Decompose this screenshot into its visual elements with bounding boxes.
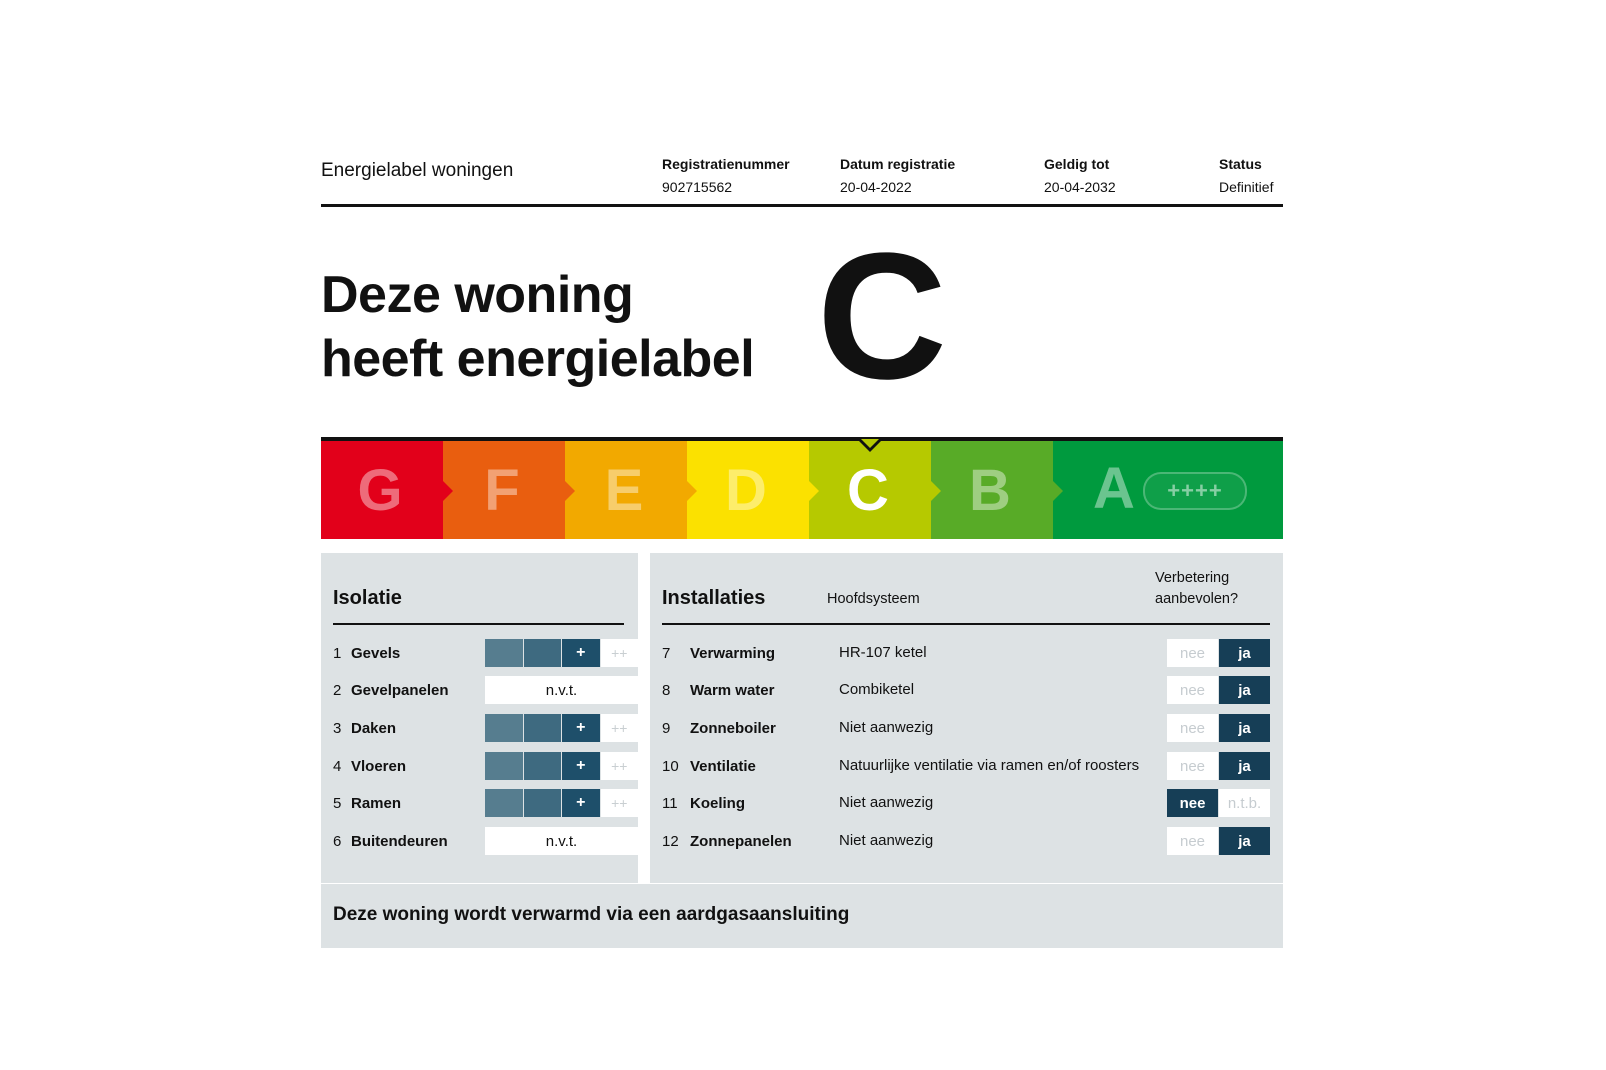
installatie-row	[662, 752, 1270, 780]
document-title: Energielabel woningen	[321, 160, 514, 181]
installatie-row	[662, 639, 1270, 667]
insulation-rating	[485, 714, 638, 742]
row-name: Gevels	[351, 644, 401, 662]
insulation-rating	[485, 639, 638, 667]
verbetering-header	[1155, 568, 1238, 610]
insulation-rating: n.v.t.	[485, 827, 638, 855]
status	[1219, 153, 1273, 199]
active-label-pointer-fill	[861, 439, 879, 448]
improvement-toggle	[1167, 676, 1270, 704]
rating-cell-2	[524, 639, 562, 667]
improvement-option-nee: nee	[1167, 752, 1218, 780]
installatie-row	[662, 827, 1270, 855]
row-name: Zonneboiler	[690, 719, 776, 737]
row-number: 4	[333, 757, 342, 775]
scale-letter-d: D	[725, 457, 767, 523]
scale-segment-b	[931, 441, 1053, 539]
headline-line-2: heeft energielabel	[321, 330, 755, 388]
scale-letter-e: E	[604, 457, 644, 523]
row-name: Koeling	[690, 794, 745, 812]
row-number: 5	[333, 794, 342, 812]
a-plus-pill: ++++	[1143, 472, 1247, 510]
registration-number-label: Registratienummer	[662, 156, 790, 172]
scale-arrow-d	[809, 481, 819, 501]
installaties-title: Installaties	[662, 587, 766, 609]
improvement-option-nee: nee	[1167, 789, 1218, 817]
scale-letter-g: G	[357, 457, 403, 523]
improvement-option-nee: nee	[1167, 827, 1218, 855]
improvement-option-nee: nee	[1167, 714, 1218, 742]
heating-note-bar	[321, 884, 1283, 948]
rating-cell-3: +	[562, 789, 600, 817]
row-system: Niet aanwezig	[839, 832, 934, 849]
rating-cell-1	[485, 714, 523, 742]
scale-arrow-c	[931, 481, 941, 501]
scale-letter-f: F	[484, 457, 520, 523]
installaties-divider	[662, 623, 1270, 625]
row-name: Vloeren	[351, 757, 407, 775]
row-system: Niet aanwezig	[839, 719, 934, 736]
row-number: 3	[333, 719, 342, 737]
scale-segment-d	[687, 441, 809, 539]
scale-letter-a: A	[1093, 456, 1135, 521]
insulation-rating: n.v.t.	[485, 676, 638, 704]
row-number: 12	[662, 832, 679, 850]
rating-cell-1	[485, 639, 523, 667]
improvement-option-other: ja	[1219, 676, 1270, 704]
insulation-rating	[485, 752, 638, 780]
row-number: 7	[662, 644, 671, 662]
rating-cell-2	[524, 789, 562, 817]
detail-panels	[321, 553, 1283, 883]
improvement-toggle	[1167, 714, 1270, 742]
scale-arrow-g	[443, 481, 453, 501]
row-name: Verwarming	[690, 644, 776, 662]
row-number: 2	[333, 681, 342, 699]
improvement-toggle	[1167, 752, 1270, 780]
registration-date	[840, 153, 955, 199]
hoofdsysteem-header: Hoofdsysteem	[827, 591, 920, 607]
rating-cell-4: ++	[601, 714, 639, 742]
row-name: Ramen	[351, 794, 402, 812]
rating-cell-2	[524, 714, 562, 742]
isolatie-row	[333, 827, 578, 855]
scale-segment-g	[321, 441, 443, 539]
improvement-option-other: ja	[1219, 639, 1270, 667]
row-name: Zonnepanelen	[690, 832, 792, 850]
row-system: Natuurlijke ventilatie via ramen en/of roosters	[839, 757, 1140, 774]
scale-letter-c: C	[847, 457, 889, 523]
improvement-option-other: ja	[1219, 714, 1270, 742]
headline-text	[321, 263, 754, 391]
row-number: 9	[662, 719, 671, 737]
status-label: Status	[1219, 156, 1262, 172]
document-header	[321, 150, 1283, 207]
improvement-toggle	[1167, 789, 1270, 817]
scale-segment-c	[809, 441, 931, 539]
isolatie-row	[333, 789, 628, 817]
row-name: Ventilatie	[690, 757, 756, 775]
scale-segment-e	[565, 441, 687, 539]
improvement-option-other: n.t.b.	[1219, 789, 1270, 817]
improvement-option-other: ja	[1219, 752, 1270, 780]
headline	[321, 207, 1283, 437]
valid-until-label: Geldig tot	[1044, 156, 1110, 172]
isolatie-row	[333, 639, 628, 667]
rating-cell-1	[485, 789, 523, 817]
valid-until	[1044, 153, 1116, 199]
row-name: Gevelpanelen	[351, 681, 449, 699]
registration-date-value: 20-04-2022	[840, 179, 912, 195]
energy-label-letter: C	[817, 216, 947, 417]
isolatie-row	[333, 676, 578, 704]
row-name: Warm water	[690, 681, 775, 699]
row-number: 11	[662, 794, 678, 812]
rating-cell-4: ++	[601, 752, 639, 780]
row-system: Niet aanwezig	[839, 794, 934, 811]
isolatie-divider	[333, 623, 624, 625]
energy-scale	[321, 437, 1283, 543]
energy-label-document	[321, 150, 1283, 925]
isolatie-panel	[321, 553, 638, 883]
rating-cell-4: ++	[601, 639, 639, 667]
improvement-option-nee: nee	[1167, 676, 1218, 704]
insulation-rating	[485, 789, 638, 817]
improvement-option-nee: nee	[1167, 639, 1218, 667]
scale-segment-f	[443, 441, 565, 539]
rating-cell-3: +	[562, 639, 600, 667]
scale-letter-b: B	[969, 457, 1011, 523]
row-system: Combiketel	[839, 681, 915, 698]
row-number: 8	[662, 681, 671, 699]
rating-cell-3: +	[562, 714, 600, 742]
isolatie-row	[333, 714, 628, 742]
rating-cell-4: ++	[601, 789, 639, 817]
registration-number-value: 902715562	[662, 179, 733, 195]
rating-cell-1	[485, 752, 523, 780]
row-name: Buitendeuren	[351, 832, 448, 850]
scale-arrow-e	[687, 481, 697, 501]
row-number: 10	[662, 757, 679, 775]
registration-number	[662, 153, 790, 199]
row-number: 6	[333, 832, 342, 850]
installatie-row	[662, 789, 1270, 817]
installatie-row	[662, 714, 1270, 742]
scale-segment-a	[1053, 441, 1283, 539]
row-system: HR-107 ketel	[839, 644, 927, 661]
row-name: Daken	[351, 719, 397, 737]
improvement-toggle	[1167, 639, 1270, 667]
installatie-row	[662, 676, 1270, 704]
improvement-option-other: ja	[1219, 827, 1270, 855]
isolatie-row	[333, 752, 628, 780]
improvement-toggle	[1167, 827, 1270, 855]
row-number: 1	[333, 644, 342, 662]
headline-line-1: Deze woning	[321, 266, 634, 324]
rating-cell-2	[524, 752, 562, 780]
scale-arrow-f	[565, 481, 575, 501]
installaties-panel	[650, 553, 1283, 883]
verbetering-header-line-1: Verbetering	[1155, 570, 1230, 586]
registration-date-label: Datum registratie	[840, 156, 956, 172]
rating-cell-3: +	[562, 752, 600, 780]
valid-until-value: 20-04-2032	[1044, 179, 1116, 195]
verbetering-header-line-2: aanbevolen?	[1155, 591, 1239, 607]
heating-note: Deze woning wordt verwarmd via een aardgasaansluiting	[333, 904, 850, 925]
isolatie-title: Isolatie	[333, 587, 402, 609]
status-value: Definitief	[1219, 179, 1274, 195]
scale-arrow-b	[1053, 481, 1063, 501]
